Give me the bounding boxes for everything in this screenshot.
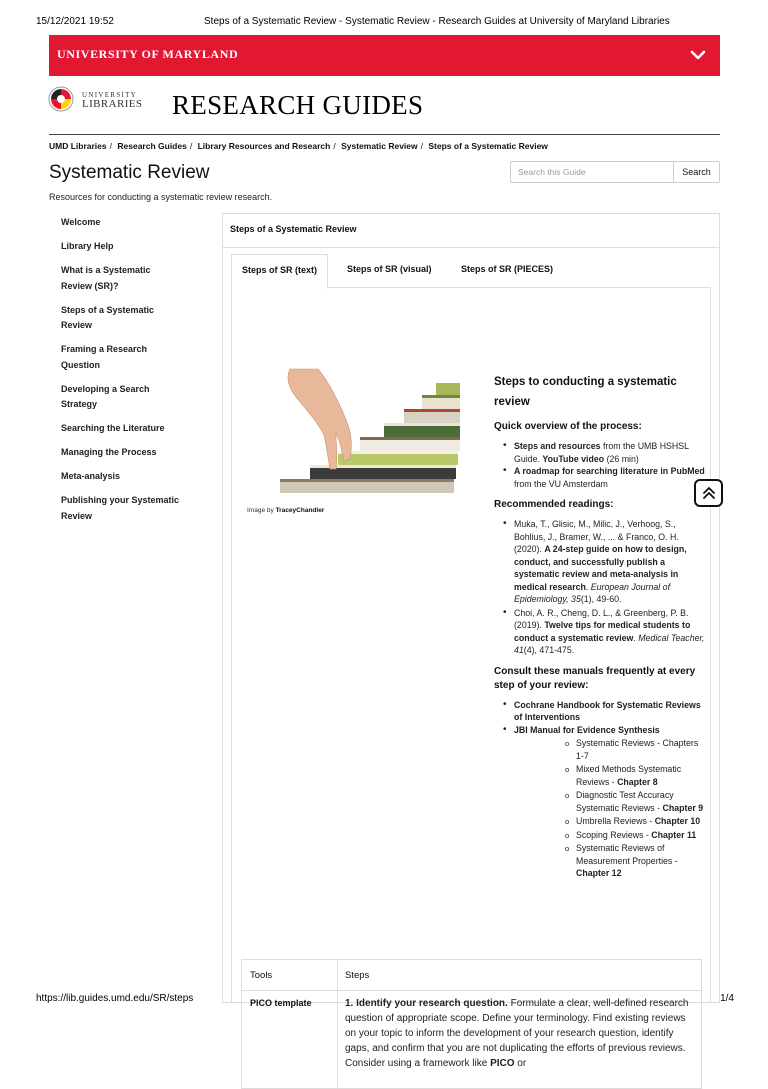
breadcrumb-current: Steps of a Systematic Review (428, 141, 548, 151)
breadcrumb-research-guides[interactable]: Research Guides (117, 141, 187, 151)
jbi-chapter-item[interactable] (576, 842, 706, 880)
tab-steps-visual[interactable]: Steps of SR (visual) (347, 264, 432, 274)
sidebar-item-library-help[interactable]: Library Help (61, 241, 114, 251)
jbi-manual-link[interactable]: JBI Manual for Evidence Synthesis (514, 724, 660, 735)
tab-steps-text[interactable]: Steps of SR (text) (231, 254, 328, 289)
sidebar-item-what-is-sr[interactable]: What is a Systematic Review (SR)? (61, 265, 151, 291)
citation-pages: (4), 471-475. (523, 645, 575, 655)
print-date: 15/12/2021 19:52 (36, 16, 114, 27)
pico-inline-link[interactable]: PICO (490, 1058, 515, 1069)
citation-journal: Medical Teacher, 41 (514, 632, 705, 655)
site-title[interactable]: RESEARCH GUIDES (172, 90, 424, 120)
step-title: 1. Identify your research question. (345, 998, 508, 1009)
chapter-text: Mixed Methods Systematic Reviews - (576, 764, 682, 787)
sidebar-item-meta-analysis[interactable]: Meta-analysis (61, 471, 121, 481)
list-item (514, 465, 706, 490)
citation-sep: . (633, 632, 639, 643)
list-item (514, 724, 706, 880)
citation-authors: Choi, A. R., Cheng, D. L., & Greenberg, P. B. (2019). (514, 607, 689, 630)
image-credit-prefix: Image by (247, 507, 274, 514)
breadcrumb-systematic-review[interactable]: Systematic Review (341, 141, 418, 151)
chapter-text: Systematic Reviews of Measurement Properties - (576, 843, 678, 866)
sidebar-item-framing[interactable]: Framing a Research Question (61, 344, 148, 370)
list-text: from the VU Amsterdam (514, 478, 608, 489)
chapter-number: Chapter 10 (654, 816, 701, 826)
citation-sep: . (585, 581, 591, 592)
steps-resources-link[interactable]: Steps and resources (514, 441, 601, 451)
jbi-chapter-list (514, 737, 706, 880)
citation-title-link[interactable]: A 24-step guide on how to design, conduct, and successfully publish a systematic review and meta-analysis in medical research (514, 544, 687, 592)
page-title: Systematic Review (49, 162, 210, 183)
list-item (514, 518, 706, 606)
list-text: from the UMB HSHSL Guide. (514, 441, 689, 464)
citation-journal: European Journal of Epidemiology, 35 (514, 581, 671, 604)
chevron-down-icon[interactable] (690, 48, 706, 62)
image-credit (247, 507, 324, 514)
manuals-heading: Consult these manuals frequently at every step of your review: (494, 665, 696, 691)
content-heading: Steps to conducting a systematic review (494, 376, 677, 408)
guide-description: Resources for conducting a systematic review research. (49, 192, 273, 202)
umd-seal-icon (48, 86, 74, 112)
chapter-number: Chapter 9 (662, 802, 704, 813)
back-to-top-button[interactable] (694, 479, 723, 507)
sidebar-item-publishing[interactable]: Publishing your Systematic Review (61, 495, 180, 521)
double-chevron-up-icon (702, 486, 716, 500)
logo-university-text: UNIVERSITY (82, 91, 137, 99)
chapter-text: Systematic Reviews - Chapters 1-7 (576, 738, 699, 761)
table-header-steps: Steps (338, 960, 701, 991)
overview-heading: Quick overview of the process: (494, 421, 642, 432)
print-page-number: 1/4 (720, 993, 734, 1004)
sidebar-item-searching[interactable]: Searching the Literature (61, 423, 165, 433)
libraries-logo[interactable] (48, 86, 148, 120)
print-header (36, 16, 724, 30)
print-footer (36, 993, 734, 1007)
steps-table (241, 959, 702, 1089)
overview-list (494, 440, 706, 490)
cochrane-handbook-link[interactable]: Cochrane Handbook for Systematic Reviews of Interventions (514, 699, 701, 722)
pico-template-link[interactable]: PICO template (242, 991, 338, 1088)
jbi-chapter-item[interactable] (576, 763, 706, 788)
sidebar-item-managing[interactable]: Managing the Process (61, 447, 157, 457)
tab-content (231, 287, 711, 1069)
list-text: (26 min) (604, 453, 639, 464)
citation-authors: Muka, T., Glisic, M., Milic, J., Verhoog, S., Bohlius, J., Bramer, W., ... & Franco, O. H. (2020). (514, 519, 679, 554)
breadcrumb-library-resources[interactable]: Library Resources and Research (197, 141, 331, 151)
sidebar-item-welcome[interactable]: Welcome (61, 217, 101, 227)
tab-steps-pieces[interactable]: Steps of SR (PIECES) (461, 264, 554, 274)
chapter-number: Chapter 11 (651, 829, 697, 840)
print-page-title: Steps of a Systematic Review - Systematic Review - Research Guides at University of Maryland Libraries (204, 16, 670, 27)
umd-top-bar (49, 35, 720, 76)
list-item (514, 440, 706, 465)
manuals-list (494, 699, 706, 880)
table-header-tools: Tools (242, 960, 338, 991)
chapter-number: Chapter 8 (617, 776, 658, 787)
list-item (514, 699, 706, 724)
breadcrumb: UMD Libraries / Research Guides / Library Resources and Research / Systematic Review / Steps of a Systematic Review (49, 141, 548, 151)
jbi-chapter-item[interactable] (576, 737, 706, 762)
chapter-number: Chapter 12 (576, 868, 622, 878)
chapter-text: Scoping Reviews - (576, 829, 652, 840)
books-stairs-illustration (256, 369, 460, 499)
readings-list (494, 518, 706, 657)
tab-bar (231, 254, 711, 288)
list-item (514, 607, 706, 657)
jbi-chapter-item[interactable] (576, 829, 706, 842)
search-input[interactable]: Search this Guide (510, 161, 674, 183)
print-url: https://lib.guides.umd.edu/SR/steps (36, 993, 194, 1004)
step-text: Formulate a clear, well-defined research question of appropriate scope. Define your terminology. Find existing reviews on your topic to inform the development of your research question, identify gaps, and confirm that you are not duplicating the efforts of previous reviews. Consider using a framework like (345, 998, 689, 1069)
chapter-text: Diagnostic Test Accuracy Systematic Reviews - (576, 790, 674, 813)
jbi-chapter-item[interactable] (576, 789, 706, 814)
university-name-link[interactable]: UNIVERSITY OF MARYLAND (57, 47, 239, 61)
readings-heading: Recommended readings: (494, 499, 614, 510)
sidebar-nav (61, 215, 201, 533)
step-text-tail: or (514, 1058, 527, 1069)
breadcrumb-umd-libraries[interactable]: UMD Libraries (49, 141, 107, 151)
pubmed-roadmap-link[interactable]: A roadmap for searching literature in PubMed (514, 466, 705, 476)
citation-title-link[interactable]: Twelve tips for medical students to conduct a systematic review (514, 620, 691, 643)
header-divider (49, 134, 720, 135)
citation-pages: (1), 49-60. (580, 594, 622, 604)
logo-libraries-text: LIBRARIES (82, 98, 143, 110)
panel-title: Steps of a Systematic Review (223, 214, 719, 248)
youtube-video-link[interactable]: YouTube video (542, 453, 605, 464)
sidebar-item-search-strategy[interactable]: Developing a Search Strategy (61, 383, 150, 409)
sidebar-item-steps[interactable]: Steps of a Systematic Review (61, 304, 155, 330)
steps-content (494, 372, 706, 881)
image-credit-author-link[interactable]: TraceyChandler (275, 507, 325, 514)
chapter-text: Umbrella Reviews - (576, 816, 655, 826)
search-button[interactable]: Search (673, 161, 720, 183)
jbi-chapter-item[interactable] (576, 815, 706, 828)
content-panel (222, 213, 720, 1069)
